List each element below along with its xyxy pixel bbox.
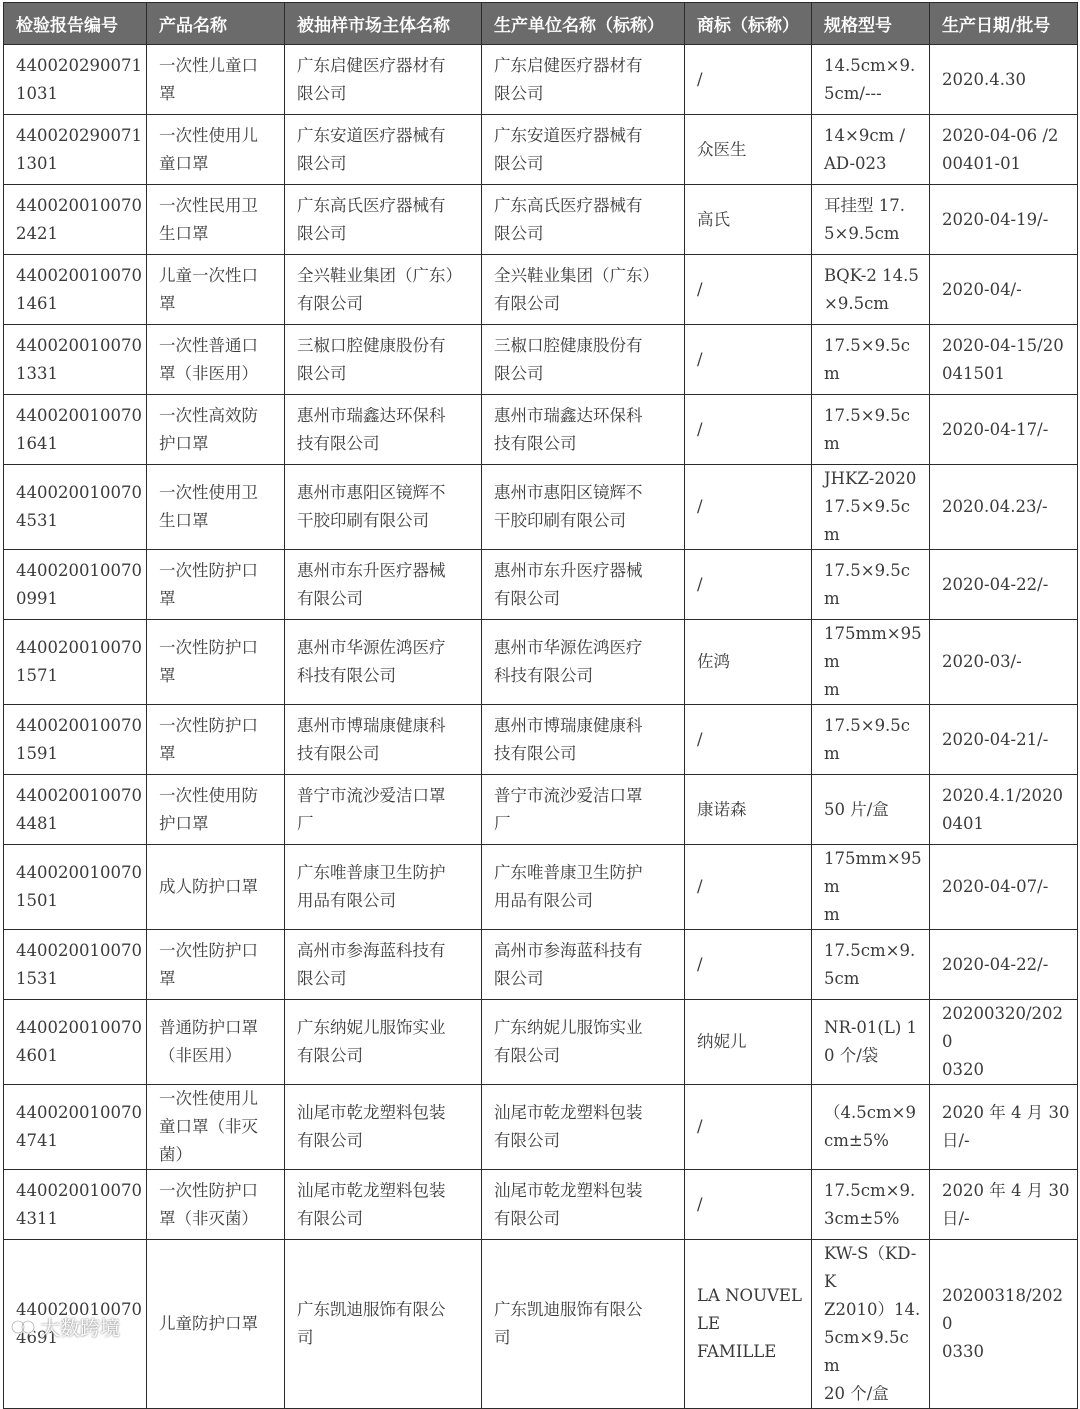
cell-manufacturer: 惠州市东升医疗器械 有限公司: [482, 550, 685, 620]
cell-report-number: 440020010070 0991: [4, 550, 147, 620]
watermark: [10, 1312, 120, 1341]
cell-trademark: /: [685, 550, 812, 620]
cell-report-number: 440020010070 1531: [4, 930, 147, 1000]
cell-sampled-entity: 惠州市瑞鑫达环保科 技有限公司: [285, 395, 482, 465]
cell-manufacturer: 汕尾市乾龙塑料包装 有限公司: [482, 1170, 685, 1240]
cell-production-date: 2020-04-17/-: [930, 395, 1078, 465]
cell-report-number: 440020010070 1501: [4, 845, 147, 930]
cell-sampled-entity: 广东高氏医疗器械有 限公司: [285, 185, 482, 255]
table-row: [4, 115, 1078, 185]
cell-product-name: 一次性儿童口 罩: [147, 45, 285, 115]
cell-report-number: 440020010070 4481: [4, 775, 147, 845]
cell-sampled-entity: 普宁市流沙爱洁口罩 厂: [285, 775, 482, 845]
cell-production-date: 2020.4.30: [930, 45, 1078, 115]
table-row: [4, 185, 1078, 255]
cell-trademark: /: [685, 255, 812, 325]
cell-specification: 17.5×9.5c m: [812, 550, 930, 620]
table-row: [4, 930, 1078, 1000]
cell-specification: 14.5cm×9. 5cm/---: [812, 45, 930, 115]
cell-specification: 175mm×95m m: [812, 845, 930, 930]
cell-sampled-entity: 汕尾市乾龙塑料包装 有限公司: [285, 1085, 482, 1170]
cell-trademark: /: [685, 705, 812, 775]
cell-trademark: /: [685, 1085, 812, 1170]
cell-manufacturer: 惠州市瑞鑫达环保科 技有限公司: [482, 395, 685, 465]
cell-production-date: 2020-04-22/-: [930, 550, 1078, 620]
cell-report-number: 440020010070 1571: [4, 620, 147, 705]
cell-report-number: 440020290071 1301: [4, 115, 147, 185]
cell-production-date: 20200320/2020 0320: [930, 1000, 1078, 1085]
table-row: [4, 1240, 1078, 1409]
cell-product-name: 普通防护口罩 （非医用）: [147, 1000, 285, 1085]
table-row: [4, 465, 1078, 550]
cell-specification: 耳挂型 17. 5×9.5cm: [812, 185, 930, 255]
cell-specification: 17.5×9.5c m: [812, 705, 930, 775]
table-row: [4, 255, 1078, 325]
cell-report-number: 440020010070 4531: [4, 465, 147, 550]
cell-product-name: 一次性防护口 罩: [147, 550, 285, 620]
cell-production-date: 2020-04-19/-: [930, 185, 1078, 255]
cell-trademark: /: [685, 845, 812, 930]
cell-specification: NR-01(L) 1 0 个/袋: [812, 1000, 930, 1085]
cell-manufacturer: 广东凯迪服饰有限公 司: [482, 1240, 685, 1409]
header-production-date: 生产日期/批号: [930, 3, 1078, 45]
cell-report-number: 440020010070 2421: [4, 185, 147, 255]
cell-sampled-entity: 三椒口腔健康股份有 限公司: [285, 325, 482, 395]
cell-specification: 14×9cm / AD-023: [812, 115, 930, 185]
cell-production-date: 20200318/2020 0330: [930, 1240, 1078, 1409]
cell-specification: BQK-2 14.5 ×9.5cm: [812, 255, 930, 325]
header-manufacturer: 生产单位名称（标称）: [482, 3, 685, 45]
header-sampled-entity: 被抽样市场主体名称: [285, 3, 482, 45]
cell-trademark: /: [685, 465, 812, 550]
cell-trademark: /: [685, 1170, 812, 1240]
header-report-number: 检验报告编号: [4, 3, 147, 45]
cell-specification: 17.5cm×9. 5cm: [812, 930, 930, 1000]
cell-sampled-entity: 惠州市东升医疗器械 有限公司: [285, 550, 482, 620]
table-row: [4, 1170, 1078, 1240]
cell-manufacturer: 三椒口腔健康股份有 限公司: [482, 325, 685, 395]
cell-product-name: 一次性使用儿 童口罩（非灭 菌）: [147, 1085, 285, 1170]
cell-sampled-entity: 广东凯迪服饰有限公 司: [285, 1240, 482, 1409]
cell-report-number: 440020010070 4691: [4, 1240, 147, 1409]
cell-trademark: /: [685, 395, 812, 465]
cell-production-date: 2020-03/-: [930, 620, 1078, 705]
table-row: [4, 395, 1078, 465]
cell-report-number: 440020010070 4741: [4, 1085, 147, 1170]
cell-product-name: 一次性防护口 罩: [147, 620, 285, 705]
cell-specification: 175mm×95m m: [812, 620, 930, 705]
table-row: [4, 775, 1078, 845]
cell-manufacturer: 惠州市博瑞康健康科 技有限公司: [482, 705, 685, 775]
cell-product-name: 一次性使用防 护口罩: [147, 775, 285, 845]
table-header-row: [4, 3, 1078, 45]
cell-specification: KW-S（KD-K Z2010）14. 5cm×9.5cm 20 个/盒: [812, 1240, 930, 1409]
cell-manufacturer: 惠州市惠阳区镜辉不 干胶印刷有限公司: [482, 465, 685, 550]
cell-specification: 17.5cm×9. 3cm±5%: [812, 1170, 930, 1240]
cell-report-number: 440020010070 4311: [4, 1170, 147, 1240]
cell-manufacturer: 广东高氏医疗器械有 限公司: [482, 185, 685, 255]
cell-report-number: 440020290071 1031: [4, 45, 147, 115]
table-row: [4, 325, 1078, 395]
cell-production-date: 2020-04-21/-: [930, 705, 1078, 775]
cell-trademark: LA NOUVELLE FAMILLE: [685, 1240, 812, 1409]
cell-production-date: 2020 年 4 月 30 日/-: [930, 1085, 1078, 1170]
cell-sampled-entity: 全兴鞋业集团（广东） 有限公司: [285, 255, 482, 325]
cell-production-date: 2020-04-06 /2 00401-01: [930, 115, 1078, 185]
table-row: [4, 45, 1078, 115]
header-trademark: 商标（标称）: [685, 3, 812, 45]
cell-production-date: 2020-04/-: [930, 255, 1078, 325]
cell-product-name: 一次性普通口 罩（非医用）: [147, 325, 285, 395]
cell-trademark: 佐鸿: [685, 620, 812, 705]
cell-product-name: 一次性使用卫 生口罩: [147, 465, 285, 550]
cell-production-date: 2020.4.1/2020 0401: [930, 775, 1078, 845]
cell-production-date: 2020-04-07/-: [930, 845, 1078, 930]
cell-production-date: 2020 年 4 月 30 日/-: [930, 1170, 1078, 1240]
cell-specification: （4.5cm×9 cm±5%: [812, 1085, 930, 1170]
cell-sampled-entity: 惠州市惠阳区镜辉不 干胶印刷有限公司: [285, 465, 482, 550]
cell-product-name: 一次性使用儿 童口罩: [147, 115, 285, 185]
cell-manufacturer: 广东启健医疗器材有 限公司: [482, 45, 685, 115]
cell-report-number: 440020010070 1641: [4, 395, 147, 465]
cell-manufacturer: 普宁市流沙爱洁口罩 厂: [482, 775, 685, 845]
cell-production-date: 2020-04-15/20 041501: [930, 325, 1078, 395]
watermark-text: 大数跨境: [40, 1316, 120, 1340]
cell-report-number: 440020010070 4601: [4, 1000, 147, 1085]
cell-report-number: 440020010070 1591: [4, 705, 147, 775]
cell-trademark: /: [685, 930, 812, 1000]
cell-manufacturer: 汕尾市乾龙塑料包装 有限公司: [482, 1085, 685, 1170]
brand-logo-icon: [10, 1317, 36, 1337]
cell-product-name: 儿童防护口罩: [147, 1240, 285, 1409]
cell-report-number: 440020010070 1461: [4, 255, 147, 325]
cell-trademark: 纳妮儿: [685, 1000, 812, 1085]
cell-product-name: 一次性民用卫 生口罩: [147, 185, 285, 255]
table-row: [4, 845, 1078, 930]
table-row: [4, 705, 1078, 775]
cell-trademark: 康诺森: [685, 775, 812, 845]
cell-manufacturer: 高州市参海蓝科技有 限公司: [482, 930, 685, 1000]
cell-manufacturer: 全兴鞋业集团（广东） 有限公司: [482, 255, 685, 325]
cell-sampled-entity: 汕尾市乾龙塑料包装 有限公司: [285, 1170, 482, 1240]
cell-product-name: 一次性防护口 罩: [147, 930, 285, 1000]
cell-manufacturer: 广东安道医疗器械有 限公司: [482, 115, 685, 185]
cell-manufacturer: 广东纳妮儿服饰实业 有限公司: [482, 1000, 685, 1085]
cell-specification: 17.5×9.5c m: [812, 325, 930, 395]
cell-sampled-entity: 惠州市博瑞康健康科 技有限公司: [285, 705, 482, 775]
cell-sampled-entity: 广东唯普康卫生防护 用品有限公司: [285, 845, 482, 930]
cell-product-name: 一次性防护口 罩: [147, 705, 285, 775]
cell-product-name: 一次性防护口 罩（非灭菌）: [147, 1170, 285, 1240]
cell-trademark: 高氏: [685, 185, 812, 255]
header-product-name: 产品名称: [147, 3, 285, 45]
cell-trademark: /: [685, 325, 812, 395]
cell-product-name: 儿童一次性口 罩: [147, 255, 285, 325]
table-body: [4, 45, 1078, 1409]
cell-sampled-entity: 广东安道医疗器械有 限公司: [285, 115, 482, 185]
cell-sampled-entity: 广东启健医疗器材有 限公司: [285, 45, 482, 115]
cell-manufacturer: 广东唯普康卫生防护 用品有限公司: [482, 845, 685, 930]
cell-specification: JHKZ-2020 17.5×9.5c m: [812, 465, 930, 550]
cell-trademark: 众医生: [685, 115, 812, 185]
table-row: [4, 550, 1078, 620]
cell-specification: 17.5×9.5c m: [812, 395, 930, 465]
cell-trademark: /: [685, 45, 812, 115]
cell-sampled-entity: 惠州市华源佐鸿医疗 科技有限公司: [285, 620, 482, 705]
table-row: [4, 1000, 1078, 1085]
cell-report-number: 440020010070 1331: [4, 325, 147, 395]
cell-manufacturer: 惠州市华源佐鸿医疗 科技有限公司: [482, 620, 685, 705]
inspection-report-table: [3, 2, 1078, 1409]
cell-production-date: 2020.04.23/-: [930, 465, 1078, 550]
cell-specification: 50 片/盒: [812, 775, 930, 845]
header-specification: 规格型号: [812, 3, 930, 45]
table-row: [4, 1085, 1078, 1170]
cell-product-name: 成人防护口罩: [147, 845, 285, 930]
cell-sampled-entity: 广东纳妮儿服饰实业 有限公司: [285, 1000, 482, 1085]
cell-production-date: 2020-04-22/-: [930, 930, 1078, 1000]
table-row: [4, 620, 1078, 705]
cell-product-name: 一次性高效防 护口罩: [147, 395, 285, 465]
cell-sampled-entity: 高州市参海蓝科技有 限公司: [285, 930, 482, 1000]
